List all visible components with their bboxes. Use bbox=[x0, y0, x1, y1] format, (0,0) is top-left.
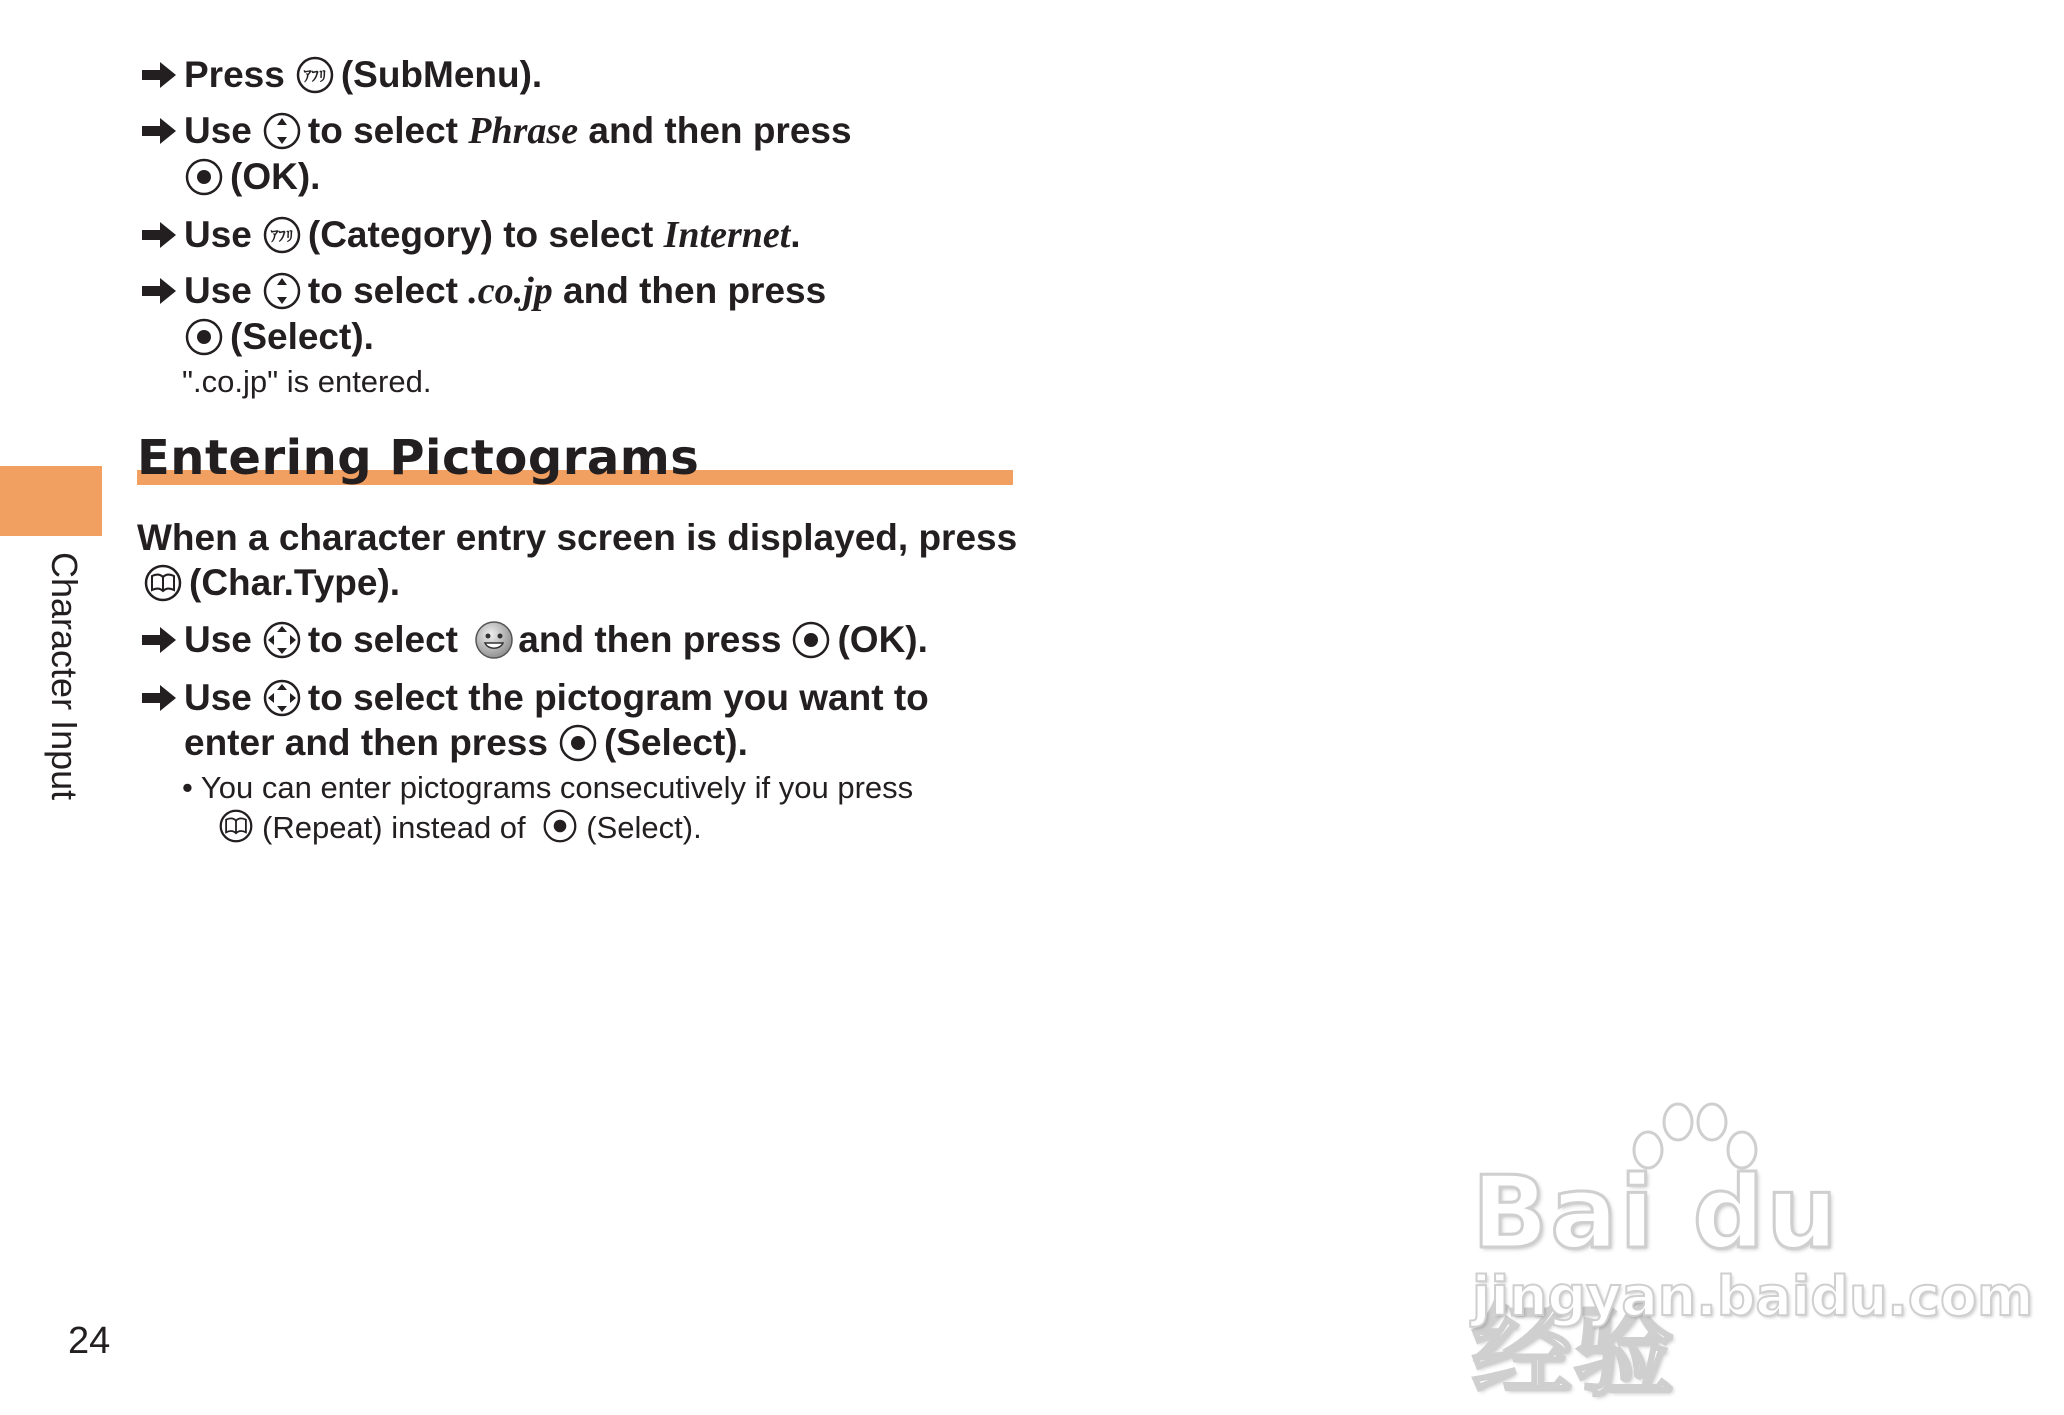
arrow-icon bbox=[137, 52, 181, 97]
step-text: (Category) to select bbox=[307, 214, 654, 255]
step-select-internet bbox=[137, 212, 801, 258]
step-verb: Use bbox=[184, 110, 252, 151]
center-select-key-icon bbox=[184, 317, 224, 357]
center-select-key-icon bbox=[542, 808, 578, 844]
arrow-icon bbox=[137, 212, 181, 257]
intro-line: When a character entry screen is displayed, press bbox=[137, 517, 1018, 558]
book-key-icon bbox=[218, 808, 254, 844]
bullet-line: (Select). bbox=[586, 810, 702, 845]
step-text: (SubMenu). bbox=[340, 54, 543, 95]
baidu-watermark bbox=[1460, 1100, 2034, 1410]
multi-nav-key-icon bbox=[262, 620, 302, 660]
side-tab-marker bbox=[0, 466, 102, 536]
updown-nav-key-icon bbox=[262, 111, 302, 151]
svg-text:ｱﾌﾘ: ｱﾌﾘ bbox=[303, 67, 327, 85]
step-text: to select bbox=[307, 270, 459, 311]
step-text: to select the pictogram you want to bbox=[307, 677, 929, 718]
svg-text:ｱﾌﾘ: ｱﾌﾘ bbox=[270, 227, 294, 245]
appli-key-icon bbox=[262, 215, 302, 255]
step-press-submenu bbox=[137, 52, 542, 97]
step-verb: Use bbox=[184, 619, 252, 660]
step-text: . bbox=[790, 214, 801, 255]
book-key-icon bbox=[143, 563, 183, 603]
updown-nav-key-icon bbox=[262, 271, 302, 311]
step-select-phrase bbox=[137, 108, 852, 199]
intro-paragraph bbox=[137, 515, 1017, 605]
option-cojp: .co.jp bbox=[468, 270, 553, 312]
step-text: (Select). bbox=[230, 316, 374, 357]
step-select-pictogram-tab bbox=[137, 617, 928, 662]
arrow-icon bbox=[137, 675, 181, 720]
step-text: (OK). bbox=[230, 156, 321, 197]
step-verb: Use bbox=[184, 214, 252, 255]
page-number: 24 bbox=[68, 1320, 111, 1362]
watermark-url: jingyan.baidu.com bbox=[1472, 1265, 2034, 1328]
appli-key-icon bbox=[295, 55, 335, 95]
step-select-pictogram bbox=[137, 675, 929, 765]
option-internet: Internet bbox=[663, 214, 791, 256]
step-verb: Use bbox=[184, 270, 252, 311]
step-verb: Press bbox=[184, 54, 285, 95]
bullet-mark: • bbox=[182, 770, 193, 805]
option-phrase: Phrase bbox=[468, 110, 579, 152]
side-section-label: Character Input bbox=[44, 552, 85, 801]
arrow-icon bbox=[137, 617, 181, 662]
smiley-pictogram-icon bbox=[474, 620, 514, 660]
bullet-note bbox=[182, 768, 913, 808]
multi-nav-key-icon bbox=[262, 678, 302, 718]
step-text: and then press bbox=[563, 270, 827, 311]
section-heading: Entering Pictograms bbox=[137, 430, 700, 486]
step-text: (Select). bbox=[603, 722, 748, 763]
bullet-note-line2 bbox=[216, 808, 702, 848]
watermark-logo: Bai du 经验 bbox=[1472, 1154, 1840, 1410]
bullet-line: (Repeat) instead of bbox=[262, 810, 526, 845]
arrow-icon bbox=[137, 108, 181, 153]
step-select-cojp bbox=[137, 268, 826, 359]
step-text: (OK). bbox=[837, 619, 928, 660]
center-select-key-icon bbox=[791, 620, 831, 660]
bullet-line: You can enter pictograms consecutively if you press bbox=[200, 770, 914, 805]
note-cojp-entered: ".co.jp" is entered. bbox=[182, 364, 432, 399]
step-verb: Use bbox=[184, 677, 252, 718]
step-text: to select bbox=[307, 110, 459, 151]
step-text: and then press bbox=[518, 619, 782, 660]
center-select-key-icon bbox=[184, 157, 224, 197]
arrow-icon bbox=[137, 268, 181, 313]
step-text: and then press bbox=[588, 110, 852, 151]
step-text: enter and then press bbox=[184, 722, 548, 763]
intro-line: (Char.Type). bbox=[189, 562, 401, 603]
center-select-key-icon bbox=[558, 723, 598, 763]
step-text: to select bbox=[307, 619, 459, 660]
